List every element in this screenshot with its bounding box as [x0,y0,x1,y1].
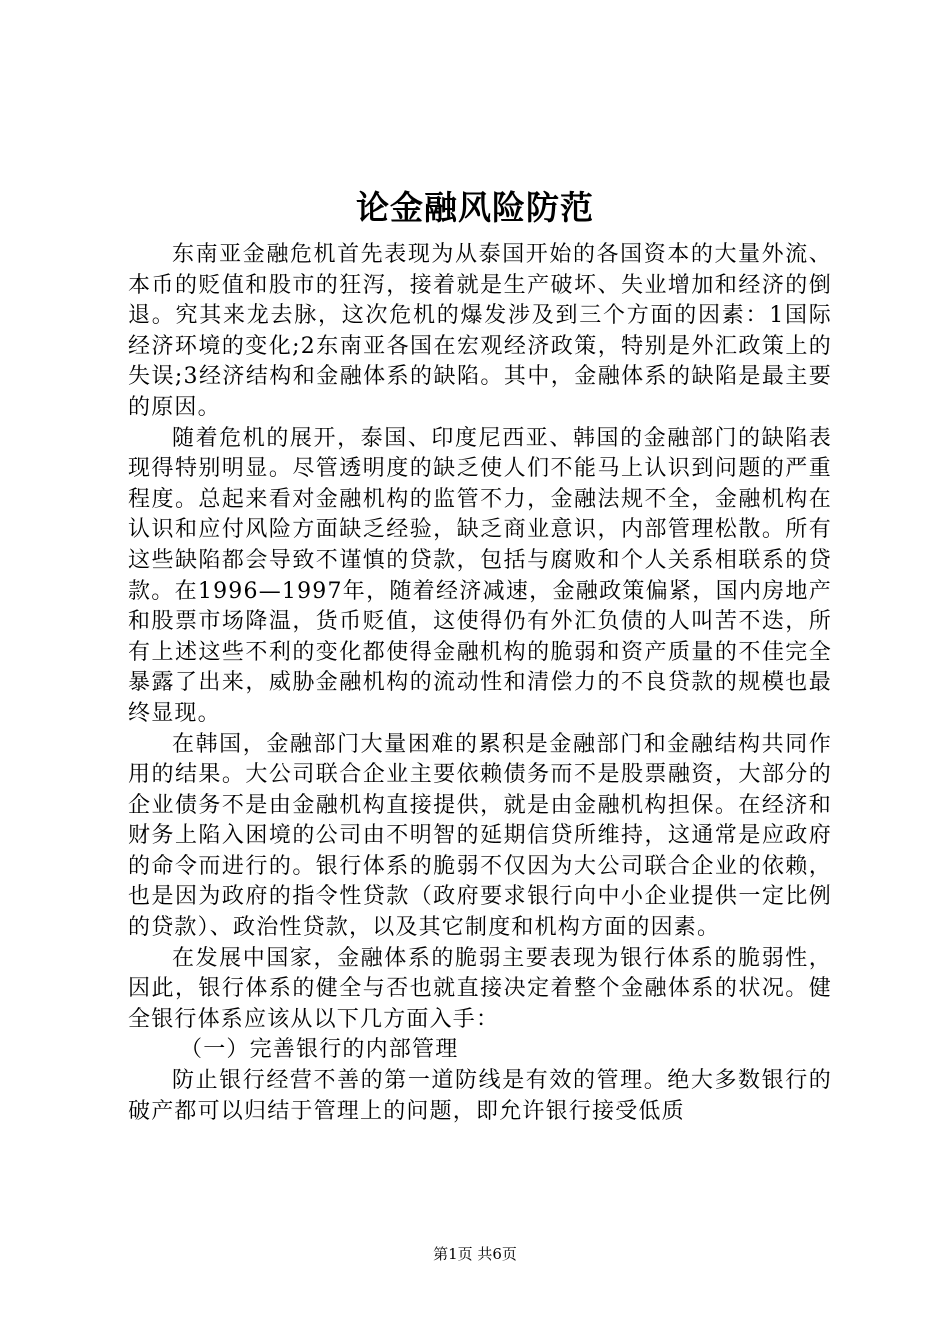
document-body [128,240,832,1127]
paragraph-5: 防止银行经营不善的第一道防线是有效的管理。绝大多数银行的破产都可以归结于管理上的问题，即允许银行接受低质 [128,1068,832,1124]
paragraph-3: 在韩国，金融部门大量困难的累积是金融部门和金融结构共同作用的结果。大公司联合企业主要依赖债务而不是股票融资，大部分的企业债务不是由金融机构直接提供，就是由金融机构担保。在经济和财务上陷入困境的公司由不明智的延期信贷所维持，这通常是应政府的命令而进行的。银行体系的脆弱不仅因为大公司联合企业的依赖，也是因为政府的指令性贷款（政府要求银行向中小企业提供一定比例的贷款）、政治性贷款，以及其它制度和机构方面的因素。 [128,731,832,941]
paragraph-1: 东南亚金融危机首先表现为从泰国开始的各国资本的大量外流、本币的贬值和股市的狂泻，接着就是生产破坏、失业增加和经济的倒退。究其来龙去脉，这次危机的爆发涉及到三个方面的因素：1国际经济环境的变化;2东南亚各国在宏观经济政策，特别是外汇政策上的失误;3经济结构和金融体系的缺陷。其中，金融体系的缺陷是最主要的原因。 [128,242,832,420]
document-title: 论金融风险防范 [356,188,594,227]
page-number-footer: 第1页 共6页 [433,1245,517,1263]
paragraph-2: 随着危机的展开，泰国、印度尼西亚、韩国的金融部门的缺陷表现得特别明显。尽管透明度的缺乏使人们不能马上认识到问题的严重程度。总起来看对金融机构的监管不力，金融法规不全，金融机构在认识和应付风险方面缺乏经验，缺乏商业意识，内部管理松散。所有这些缺陷都会导致不谨慎的贷款，包括与腐败和个人关系相联系的贷款。在1996—1997年，随着经济减速，金融政策偏紧，国内房地产和股票市场降温，货币贬值，这使得仍有外汇负债的人叫苦不迭，所有上述这些不利的变化都使得金融机构的脆弱和资产质量的不佳完全暴露了出来，威胁金融机构的流动性和清偿力的不良贷款的规模也最终显现。 [128,425,832,726]
section-heading: （一）完善银行的内部管理 [180,1037,459,1063]
paragraph-4: 在发展中国家，金融体系的脆弱主要表现为银行体系的脆弱性，因此，银行体系的健全与否也就直接决定着整个金融体系的状况。健全银行体系应该从以下几方面入手： [128,945,832,1032]
